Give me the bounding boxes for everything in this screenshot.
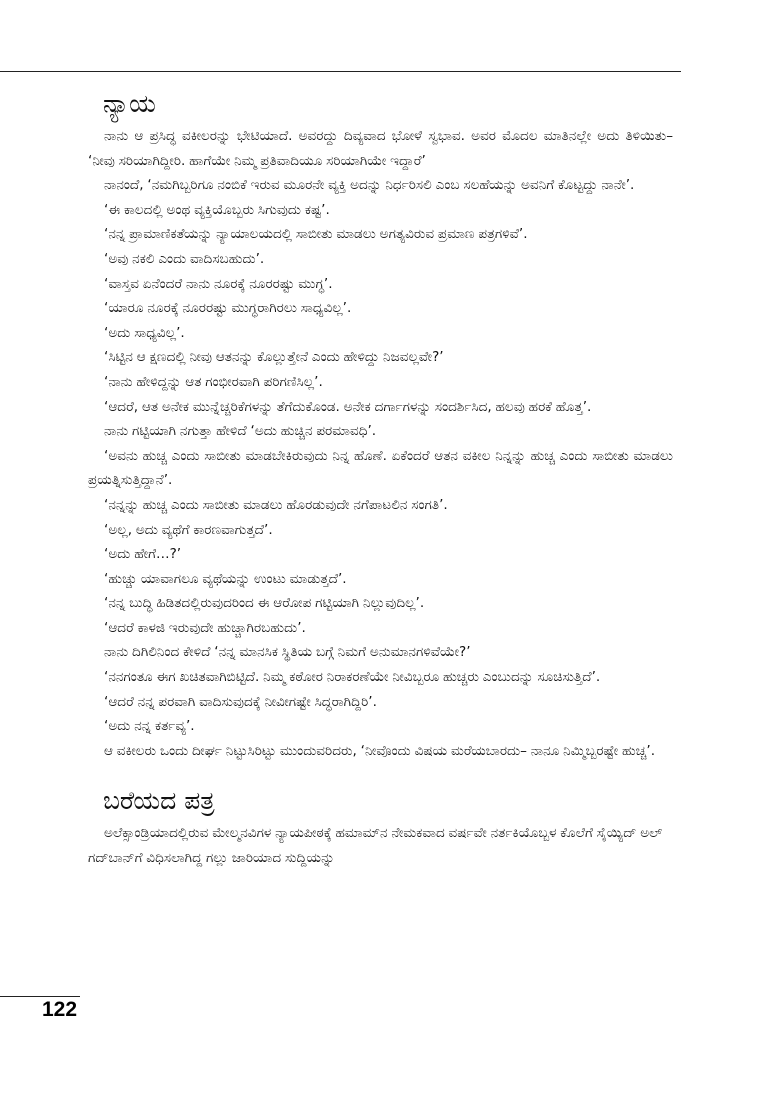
paragraph: ‘ನನಗಂತೂ ಈಗ ಖಚಿತವಾಗಿಬಿಟ್ಟಿದೆ. ನಿಮ್ಮ ಕಠೋರ ನಿರಾಕರಣೆಯೇ ನೀವಿಬ್ಬರೂ ಹುಚ್ಚರು ಎಂಬುದನ್ನು ಸೂಚಿಸುತ್ತಿದೆ’. (104, 669, 601, 686)
paragraph: ‘ಅವು ನಕಲಿ ಎಂದು ವಾದಿಸಬಹುದು’. (104, 250, 265, 267)
paragraph: ನಾನಂದೆ, ‘ನಮಗಿಬ್ಬರಿಗೂ ನಂಬಿಕೆ ಇರುವ ಮೂರನೇ ವ್ಯಕ್ತಿ ಅದನ್ನು ನಿರ್ಧರಿಸಲಿ ಎಂಬ ಸಲಹೆಯನ್ನು ಅವನಿಗೆ ಕೊಟ್ಟದ್ದು ನಾನೇ’. (104, 177, 635, 194)
paragraph: ನಾನು ದಿಗಿಲಿನಿಂದ ಕೇಳಿದೆ ‘ನನ್ನ ಮಾನಸಿಕ ಸ್ಥಿತಿಯ ಬಗ್ಗೆ ನಿಮಗೆ ಅನುಮಾನಗಳಿವೆಯೇ?’ (104, 644, 471, 661)
paragraph: ‘ಅವನು ಹುಚ್ಚ ಎಂದು ಸಾಬೀತು ಮಾಡಬೇಕಿರುವುದು ನಿನ್ನ ಹೊಣೆ. ಏಕೆಂದರೆ ಆತನ ವಕೀಲ ನಿನ್ನನ್ನು ಹುಚ್ಚ ಎಂದು ಸಾಬೀತು ಮಾಡಲು ಪ್ರಯತ್ನಿಸುತ್ತಿದ್ದಾನೆ’. (88, 447, 673, 489)
paragraph: ‘ಅದು ಸಾಧ್ಯವಿಲ್ಲ’. (104, 324, 185, 341)
paragraph: ನಾನು ಗಟ್ಟಿಯಾಗಿ ನಗುತ್ತಾ ಹೇಳಿದೆ ‘ಅದು ಹುಚ್ಚಿನ ಪರಮಾವಧಿ’. (104, 423, 377, 440)
paragraph: ಆ ವಕೀಲರು ಒಂದು ದೀರ್ಘ ನಿಟ್ಟುಸಿರಿಟ್ಟು ಮುಂದುವರಿದರು, ‘ನೀವೊಂದು ವಿಷಯ ಮರೆಯಬಾರದು– ನಾನೂ ನಿಮ್ಮಿಬ್ಬರಷ್ಟೇ ಹುಚ್ಚ’. (104, 742, 656, 759)
section-body-bareyada-patra (88, 821, 673, 870)
paragraph: ‘ಈ ಕಾಲದಲ್ಲಿ ಅಂಥ ವ್ಯಕ್ತಿಯೊಬ್ಬರು ಸಿಗುವುದು ಕಷ್ಟ’. (104, 201, 330, 218)
paragraph: ‘ನಾನು ಹೇಳಿದ್ದನ್ನು ಆತ ಗಂಭೀರವಾಗಿ ಪರಿಗಣಿಸಿಲ್ಲ’. (104, 373, 323, 390)
page-content (88, 88, 673, 871)
paragraph: ‘ಸಿಟ್ಟಿನ ಆ ಕ್ಷಣದಲ್ಲಿ ನೀವು ಆತನನ್ನು ಕೊಲ್ಲುತ್ತೇನೆ ಎಂದು ಹೇಳಿದ್ದು ನಿಜವಲ್ಲವೇ?’ (104, 349, 444, 366)
paragraph: ‘ನನ್ನ ಬುದ್ಧಿ ಹಿಡಿತದಲ್ಲಿರುವುದರಿಂದ ಈ ಆರೋಪ ಗಟ್ಟಿಯಾಗಿ ನಿಲ್ಲುವುದಿಲ್ಲ’. (104, 595, 425, 612)
paragraph: ‘ಅದು ಹೇಗೆ…?’ (104, 546, 182, 563)
section-body-nyaya (88, 124, 673, 763)
section-title: ನ್ಯಾಯ (103, 89, 156, 118)
section-title: ಬರೆಯದ ಪತ್ರ (103, 786, 215, 816)
paragraph: ‘ಆದರೆ, ಆತ ಅನೇಕ ಮುನ್ನೆಚ್ಚರಿಕೆಗಳನ್ನು ತೆಗೆದುಕೊಂಡ. ಅನೇಕ ದರ್ಗಾಗಳನ್ನು ಸಂದರ್ಶಿಸಿದ, ಹಲವು ಹರಕೆ ಹೊತ್ತ’. (104, 398, 592, 415)
paragraph: ‘ಅಲ್ಲ, ಅದು ವ್ಯಥೆಗೆ ಕಾರಣವಾಗುತ್ತದೆ’. (104, 521, 273, 538)
paragraph: ಅಲೆಕ್ಸಾಂಡ್ರಿಯಾದಲ್ಲಿರುವ ಮೇಲ್ಮನವಿಗಳ ನ್ಯಾಯಪೀಠಕ್ಕೆ ಹಮಾಮ್‌ನ ನೇಮಕವಾದ ವರ್ಷವೇ ನರ್ತಕಿಯೊಬ್ಬಳ ಕೊಲೆಗೆ ಸೈಯ್ಯಿದ್ ಅಲ್ ಗದ್‌ಬಾನ್‌ಗೆ ವಿಧಿಸಲಾಗಿದ್ದ ಗಲ್ಲು ಜಾರಿಯಾದ ಸುದ್ದಿಯನ್ನು (88, 825, 663, 867)
paragraph: ‘ಆದರೆ ನನ್ನ ಪರವಾಗಿ ವಾದಿಸುವುದಕ್ಕೆ ನೀವೀಗಷ್ಟೇ ಸಿದ್ಧರಾಗಿದ್ದಿರಿ’. (104, 693, 377, 710)
paragraph: ನಾನು ಆ ಪ್ರಸಿದ್ಧ ವಕೀಲರನ್ನು ಭೇಟಿಯಾದೆ. ಅವರದ್ದು ದಿವ್ಯವಾದ ಭೋಳೆ ಸ್ವಭಾವ. ಅವರ ಮೊದಲ ಮಾತಿನಲ್ಲೇ ಅದು ತಿಳಿಯಿತು– ‘ನೀವು ಸರಿಯಾಗಿದ್ದೀರಿ. ಹಾಗೆಯೇ ನಿಮ್ಮ ಪ್ರತಿವಾದಿಯೂ ಸರಿಯಾಗಿಯೇ ಇದ್ದಾರೆ’ (88, 128, 673, 169)
paragraph: ‘ನನ್ನ ಪ್ರಾಮಾಣಿಕತೆಯನ್ನು ನ್ಯಾಯಾಲಯದಲ್ಲಿ ಸಾಬೀತು ಮಾಡಲು ಅಗತ್ಯವಿರುವ ಪ್ರಮಾಣ ಪತ್ರಗಳಿವೆ’. (104, 226, 528, 243)
paragraph: ‘ಅದು ನನ್ನ ಕರ್ತವ್ಯ’. (104, 718, 195, 735)
paragraph: ‘ನನ್ನನ್ನು ಹುಚ್ಚ ಎಂದು ಸಾಬೀತು ಮಾಡಲು ಹೊರಡುವುದೇ ನಗೆಪಾಟಲಿನ ಸಂಗತಿ’. (104, 496, 448, 513)
paragraph: ‘ವಾಸ್ತವ ಏನೆಂದರೆ ನಾನು ನೂರಕ್ಕೆ ನೂರರಷ್ಟು ಮುಗ್ಧ’. (104, 275, 333, 292)
page-number: 122 (42, 998, 78, 1021)
top-rule (0, 71, 681, 72)
paragraph: ‘ಯಾರೂ ನೂರಕ್ಕೆ ನೂರರಷ್ಟು ಮುಗ್ಧರಾಗಿರಲು ಸಾಧ್ಯವಿಲ್ಲ’. (104, 300, 352, 317)
paragraph: ‘ಆದರೆ ಕಾಳಜಿ ಇರುವುದೇ ಹುಚ್ಚಾಗಿರಬಹುದು’. (104, 619, 306, 636)
paragraph: ‘ಹುಚ್ಚು ಯಾವಾಗಲೂ ವ್ಯಥೆಯನ್ನು ಉಂಟು ಮಾಡುತ್ತದೆ’. (104, 570, 347, 587)
